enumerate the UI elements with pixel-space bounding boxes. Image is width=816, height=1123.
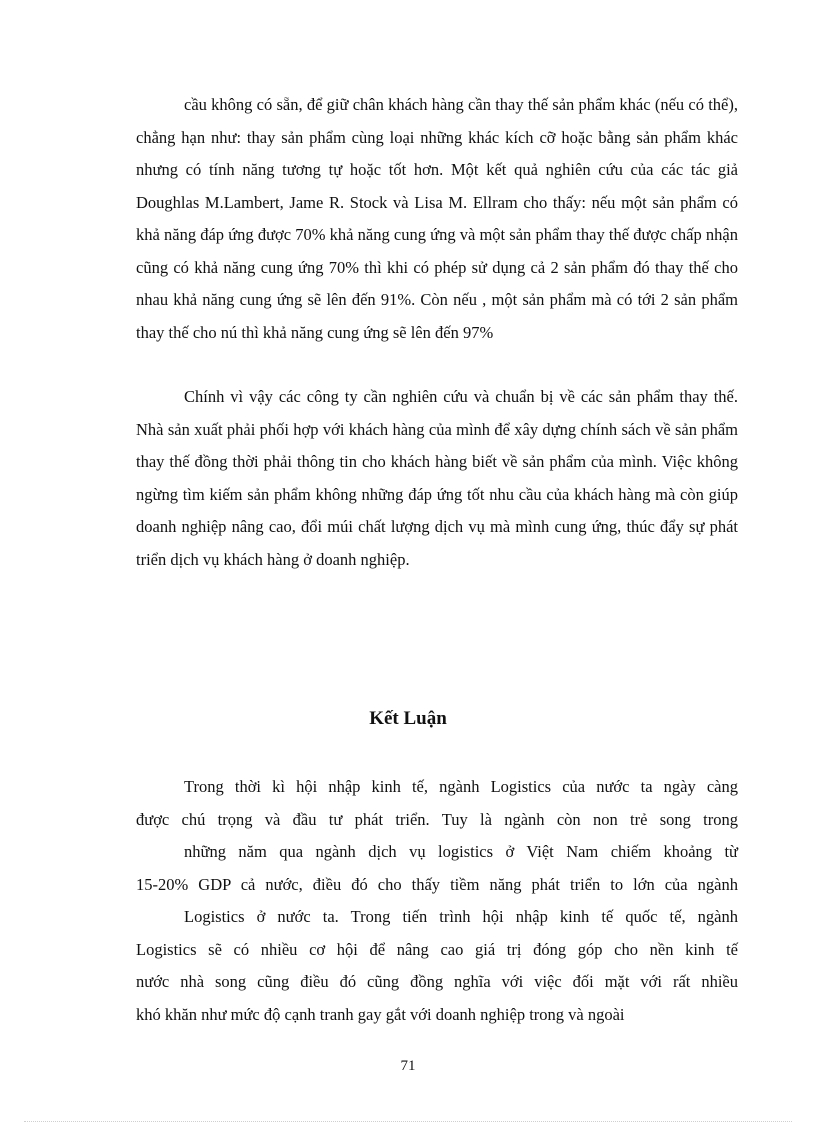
text-line: Trong thời kì hội nhập kinh tế, ngành Logistics của nước ta ngày càng (184, 777, 738, 796)
text-line: 15-20% GDP cả nước, điều đó cho thấy tiềm năng phát triển to lớn của ngành (136, 874, 738, 894)
text-line: được chú trọng và đầu tư phát triển. Tuy là ngành còn non trẻ song trong (136, 809, 738, 829)
paragraph-text: cầu không có sẵn, để giữ chân khách hàng cần thay thế sản phẩm khác (nếu có thể), chẳng hạn như: thay sản phẩm cùng loại những khác kích cỡ hoặc bằng sản phẩm khác nhưng có tính năng tương tự hoặc tốt hơn. Một kết quả nghiên cứu của các tác giả Doughlas M.Lambert, Jame R. Stock và Lisa M. Ellram cho thấy: nếu một sản phẩm có khả năng đáp ứng được 70% khả năng cung ứng và một sản phẩm thay thế được chấp nhận cũng có khả năng cung ứng 70% thì khi có phép sử dụng cả 2 sản phẩm đó thay thế cho nhau khả năng cung ứng sẽ lên đến 91%. Còn nếu , một sản phẩm mà có tới 2 sản phẩm thay thế cho nú thì khả năng cung ứng sẽ lên đến 97% (136, 95, 738, 342)
text-line: nước nhà song cũng điều đó cũng đồng nghĩa với việc đối mặt với rất nhiều (136, 972, 738, 991)
text-line: những năm qua ngành dịch vụ logistics ở Việt Nam chiếm khoảng từ (184, 842, 738, 861)
paragraph-company-strategy (136, 381, 738, 576)
conclusion-paragraph (136, 771, 738, 1031)
text-line: Logistics ở nước ta. Trong tiến trình hội nhập kinh tế quốc tế, ngành (184, 907, 738, 926)
page-bottom-divider (24, 1121, 792, 1122)
page-number: 71 (400, 1058, 416, 1074)
section-heading-conclusion: Kết Luận (369, 708, 447, 729)
paragraph-substitute-products (136, 89, 738, 349)
paragraph-text: Chính vì vậy các công ty cần nghiên cứu và chuẩn bị về các sản phẩm thay thế. Nhà sản xuất phải phối hợp với khách hàng của mình để xây dựng chính sách về sản phẩm thay thế đồng thời phải thông tin cho khách hàng biết về sản phẩm của mình. Việc không ngừng tìm kiếm sản phẩm không những đáp ứng tốt nhu cầu của khách hàng mà còn giúp doanh nghiệp nâng cao, đổi múi chất lượng dịch vụ mà mình cung ứng, thúc đẩy sự phát triển dịch vụ khách hàng ở doanh nghiệp. (136, 387, 738, 569)
text-line: Logistics sẽ có nhiều cơ hội để nâng cao giá trị đóng góp cho nền kinh tế (136, 939, 738, 959)
text-line: khó khăn như mức độ cạnh tranh gay gắt với doanh nghiệp trong và ngoài (136, 1004, 625, 1024)
